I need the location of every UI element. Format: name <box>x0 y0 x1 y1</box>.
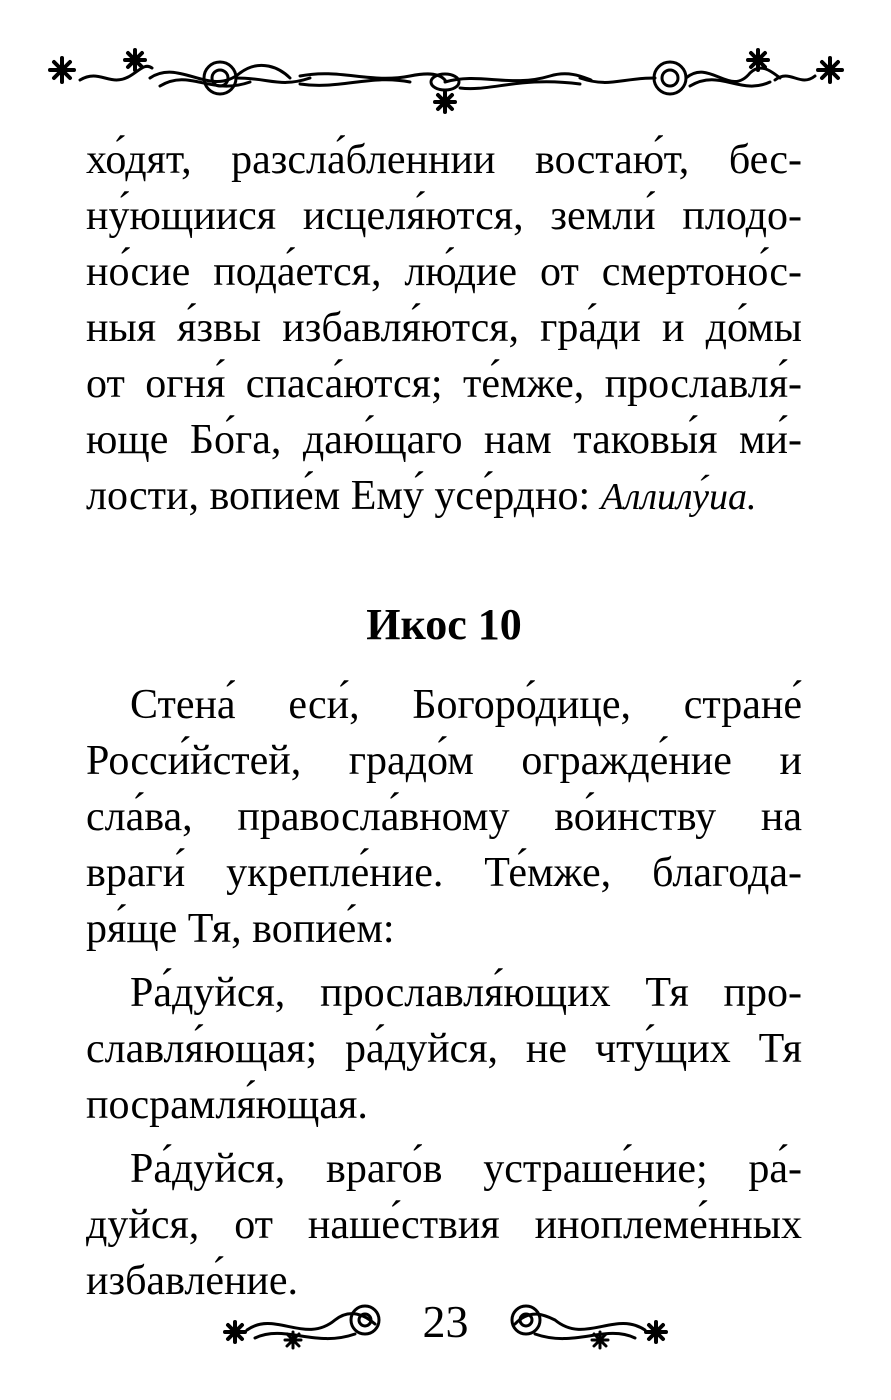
text-line: славля́ющая; ра́дуйся, не чту́щих Тя <box>86 1026 802 1072</box>
paragraph-2 <box>86 965 802 1133</box>
text-line: Ра́дуйся, прославля́ющих Тя про- <box>130 970 802 1016</box>
text-line: от огня́ спаса́ются; те́мже, прославля́- <box>86 361 802 407</box>
text-line: ря́ще Тя, вопие́м: <box>86 906 395 952</box>
text-line: посрамля́ющая. <box>86 1082 368 1128</box>
page-number: 23 <box>422 1296 469 1347</box>
section-heading: Икос 10 <box>366 600 522 649</box>
top-paragraph <box>86 132 802 525</box>
text-line: Ра́дуйся, враго́в устраше́ние; ра́- <box>130 1146 802 1192</box>
left-star-icon <box>50 58 74 82</box>
text-line-content: лости, вопие́м Ему́ усе́рдно: <box>86 473 591 519</box>
top-floral-ornament <box>40 38 851 118</box>
text-line-last <box>86 468 802 525</box>
paragraph-1 <box>86 677 802 957</box>
page-content <box>86 132 802 1309</box>
text-line: ну́ющиися исцеля́ются, земли́ плодо- <box>86 193 802 239</box>
refrain-alleluia: Аллилу́иа. <box>600 476 757 518</box>
text-line: Стена́ еси́, Богоро́дице, стране́ <box>130 682 802 728</box>
text-line: но́сие пода́ется, лю́дие от смертоно́с- <box>86 249 802 295</box>
text-line: юще Бо́га, даю́щаго нам таковы́я ми́- <box>86 417 802 463</box>
text-line: дуйся, от наше́ствия иноплеме́нных <box>86 1202 802 1248</box>
paragraph-3 <box>86 1141 802 1309</box>
text-line: враги́ укрепле́ние. Те́мже, благода- <box>86 850 802 896</box>
text-line: хо́дят, разсла́бленнии востаю́т, бес- <box>86 137 802 183</box>
text-line: ныя я́звы избавля́ются, гра́ди и до́мы <box>86 305 802 351</box>
text-line: избавле́ние. <box>86 1258 299 1304</box>
right-star-icon <box>818 58 842 82</box>
text-line: Росси́йстей, градо́м огражде́ние и <box>86 738 802 784</box>
text-line: сла́ва, правосла́вному во́инству на <box>86 794 802 840</box>
